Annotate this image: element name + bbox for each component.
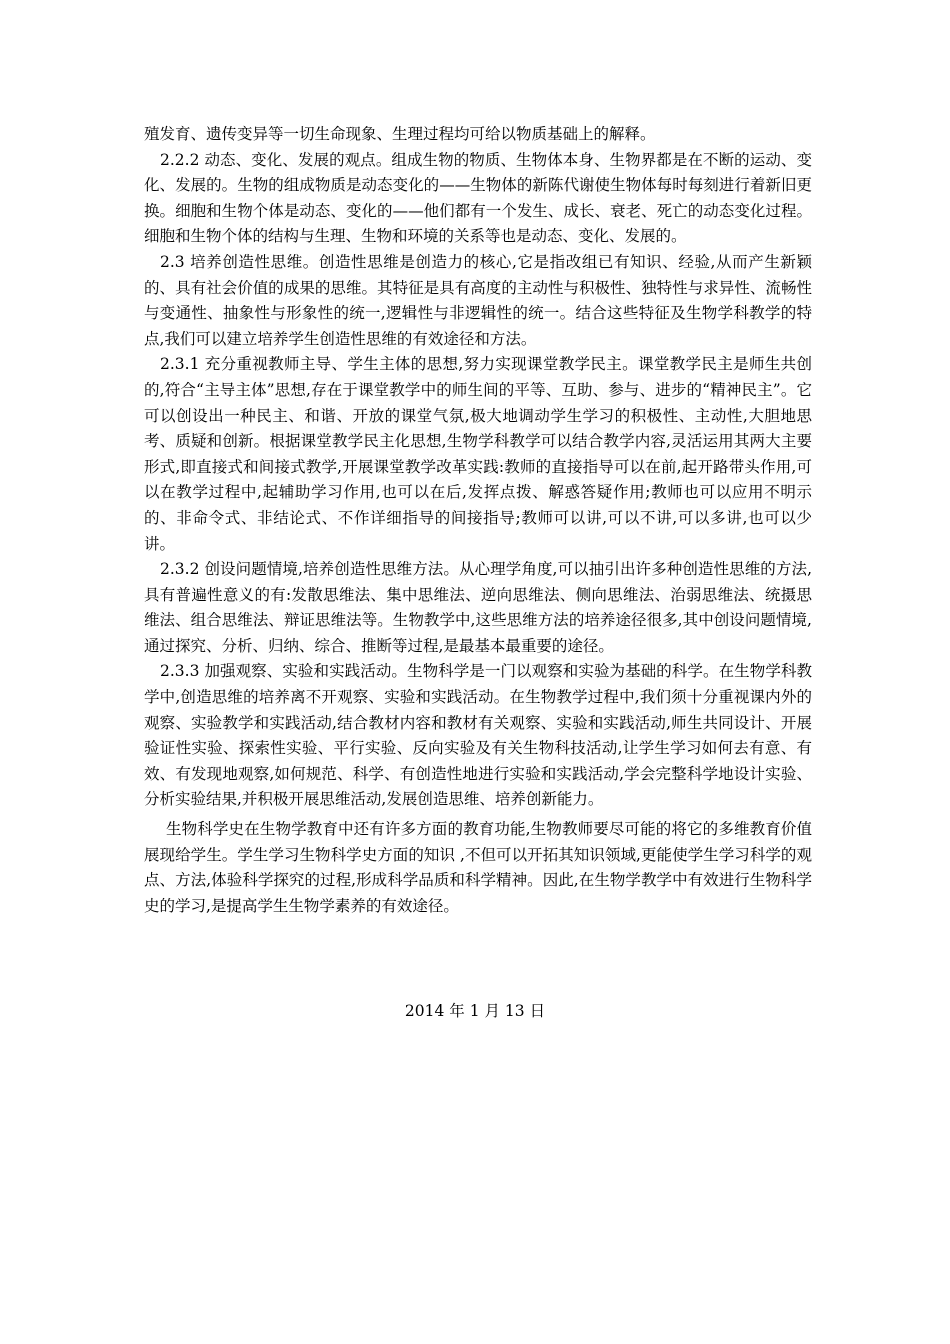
paragraph-2-3: 2.3 培养创造性思维。创造性思维是创造力的核心,它是指改组已有知识、经验,从而产生新颖的、具有社会价值的成果的思维。其特征是具有高度的主动性与积极性、独特性与求异性、流畅性与变通性、抽象性与形象性的统一,逻辑性与非逻辑性的统一。结合这些特征及生物学科教学的特点,我们可以建立培养学生创造性思维的有效途径和方法。	[144, 252, 812, 348]
document-date: 2014 年 1 月 13 日	[404, 1002, 546, 1020]
paragraph-continuation: 殖发育、遗传变异等一切生命现象、生理过程均可给以物质基础上的解释。	[144, 125, 656, 143]
document-body	[144, 122, 812, 919]
paragraph-2-3-3: 2.3.3 加强观察、实验和实践活动。生物科学是一门以观察和实验为基础的科学。在生物学科教学中,创造思维的培养离不开观察、实验和实践活动。在生物教学过程中,我们须十分重视课内外的观察、实验教学和实践活动,结合教材内容和教材有关观察、实验和实践活动,师生共同设计、开展验证性实验、探索性实验、平行实验、反向实验及有关生物科技活动,让学生学习如何去有意、有效、有发现地观察,如何规范、科学、有创造性地进行实验和实践活动,学会完整科学地设计实验、分析实验结果,并积极开展思维活动,发展创造思维、培养创新能力。	[144, 662, 812, 809]
paragraph-2-3-1: 2.3.1 充分重视教师主导、学生主体的思想,努力实现课堂教学民主。课堂教学民主是师生共创的,符合“主导主体”思想,存在于课堂教学中的师生间的平等、互助、参与、进步的“精神民主”。它可以创设出一种民主、和谐、开放的课堂气氛,极大地调动学生学习的积极性、主动性,大胆地思考、质疑和创新。根据课堂教学民主化思想,生物学科教学可以结合教学内容,灵活运用其两大主要形式,即直接式和间接式教学,开展课堂教学改革实践:教师的直接指导可以在前,起开路带头作用,可以在教学过程中,起辅助学习作用,也可以在后,发挥点拨、解惑答疑作用;教师也可以应用不明示的、非命令式、非结论式、不作详细指导的间接指导;教师可以讲,可以不讲,可以多讲,也可以少讲。	[144, 355, 812, 553]
paragraph-conclusion: 生物科学史在生物学教育中还有许多方面的教育功能,生物教师要尽可能的将它的多维教育价值展现给学生。学生学习生物科学史方面的知识 ,不但可以开拓其知识领域,更能使学生学习科学的观点、方法,体验科学探究的过程,形成科学品质和科学精神。因此,在生物学教学中有效进行生物科学史的学习,是提高学生生物学素养的有效途径。	[144, 820, 812, 915]
paragraph-2-3-2: 2.3.2 创设问题情境,培养创造性思维方法。从心理学角度,可以抽引出许多种创造性思维的方法,具有普遍性意义的有:发散思维法、集中思维法、逆向思维法、侧向思维法、治弱思维法、统摄思维法、组合思维法、辩证思维法等。生物教学中,这些思维方法的培养途径很多,其中创设问题情境,通过探究、分析、归纳、综合、推断等过程,是最基本最重要的途径。	[144, 560, 812, 655]
paragraph-2-2-2: 2.2.2 动态、变化、发展的观点。组成生物的物质、生物体本身、生物界都是在不断的运动、变化、发展的。生物的组成物质是动态变化的——生物体的新陈代谢使生物体每时每刻进行着新旧更换。细胞和生物个体是动态、变化的——他们都有一个发生、成长、衰老、死亡的动态变化过程。细胞和生物个体的结构与生理、生物和环境的关系等也是动态、变化、发展的。	[144, 150, 812, 246]
